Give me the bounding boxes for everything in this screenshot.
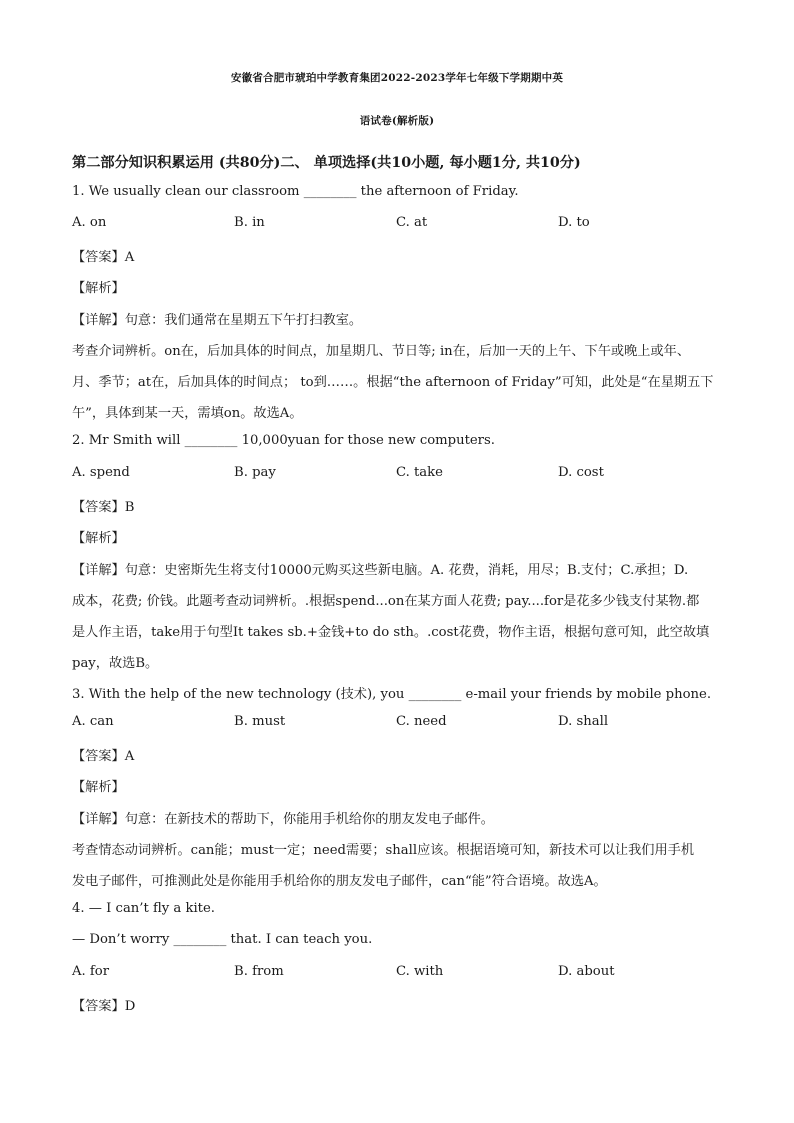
question-1-detail-line-2: 考查介词辨析。on在，后加具体的时间点，加星期几、节日等; in在，后加一天的上午、下午或晚上或年、: [72, 344, 691, 359]
question-1-option-b: B. in: [234, 215, 265, 230]
question-1-detail-line-3: 月、季节；at在，后加具体的时间点； to到……。根据“the afternoon of Friday”可知，此处是“在星期五下: [72, 375, 714, 390]
question-1-answer: 【答案】A: [72, 250, 135, 265]
question-3-option-b: B. must: [234, 714, 286, 729]
section-heading: 第二部分知识积累运用 (共80分)二、 单项选择(共10小题, 每小题1分, 共10分): [72, 155, 581, 171]
question-1-option-c: C. at: [396, 215, 428, 230]
document-title-line-1: 安徽省合肥市琥珀中学教育集团2022-2023学年七年级下学期期中英: [230, 72, 564, 84]
question-3-option-d: D. shall: [558, 714, 609, 729]
question-4-answer: 【答案】D: [72, 999, 136, 1014]
question-1-analysis-label: 【解析】: [72, 281, 125, 296]
question-2-option-c: C. take: [396, 465, 443, 480]
question-3-option-c: C. need: [396, 714, 447, 729]
question-4-stem-line-2: — Don’t worry ________ that. I can teach you.: [72, 932, 373, 947]
question-4-option-d: D. about: [558, 964, 615, 979]
question-2-detail-line-1: 【详解】句意：史密斯先生将支付10000元购买这些新电脑。A. 花费，消耗，用尽；B.支付；C.承担；D.: [72, 563, 689, 578]
document-title-line-2: 语试卷(解析版): [359, 115, 435, 127]
question-1-stem: 1. We usually clean our classroom ________ the afternoon of Friday.: [72, 184, 519, 199]
question-2-answer: 【答案】B: [72, 500, 135, 515]
question-4-stem-line-1: 4. — I can’t fly a kite.: [72, 901, 215, 916]
question-3-detail-line-1: 【详解】句意：在新技术的帮助下，你能用手机给你的朋友发电子邮件。: [72, 812, 494, 827]
question-2-analysis-label: 【解析】: [72, 531, 125, 546]
question-2-detail-line-2: 成本，花费; 价钱。此题考查动词辨析。.根据spend...on在某方面人花费; pay....for是花多少钱支付某物.都: [72, 594, 700, 609]
question-4-option-b: B. from: [234, 964, 284, 979]
question-2-detail-line-4: pay，故选B。: [72, 656, 159, 671]
question-2-option-d: D. cost: [558, 465, 604, 480]
question-2-option-a: A. spend: [72, 465, 130, 480]
question-2-option-b: B. pay: [234, 465, 276, 480]
question-4-option-c: C. with: [396, 964, 444, 979]
question-4-option-a: A. for: [72, 964, 110, 979]
question-3-analysis-label: 【解析】: [72, 780, 125, 795]
question-1-detail-line-1: 【详解】句意：我们通常在星期五下午打扫教室。: [72, 313, 363, 328]
question-2-detail-line-3: 是人作主语，take用于句型It takes sb.+金钱+to do sth。.cost花费，物作主语，根据句意可知，此空故填: [72, 625, 710, 640]
question-3-option-a: A. can: [72, 714, 114, 729]
question-3-answer: 【答案】A: [72, 749, 135, 764]
question-1-option-d: D. to: [558, 215, 590, 230]
question-1-option-a: A. on: [72, 215, 107, 230]
question-3-stem: 3. With the help of the new technology (技术), you ________ e-mail your friends by mobile phone.: [72, 687, 712, 702]
question-3-detail-line-3: 发电子邮件，可推测此处是你能用手机给你的朋友发电子邮件，can“能”符合语境。故选A。: [72, 874, 607, 889]
question-3-detail-line-2: 考查情态动词辨析。can能；must一定；need需要；shall应该。根据语境可知，新技术可以让我们用手机: [72, 843, 695, 858]
question-2-stem: 2. Mr Smith will ________ 10,000yuan for those new computers.: [72, 433, 495, 448]
question-1-detail-line-4: 午”，具体到某一天，需填on。故选A。: [72, 406, 303, 421]
